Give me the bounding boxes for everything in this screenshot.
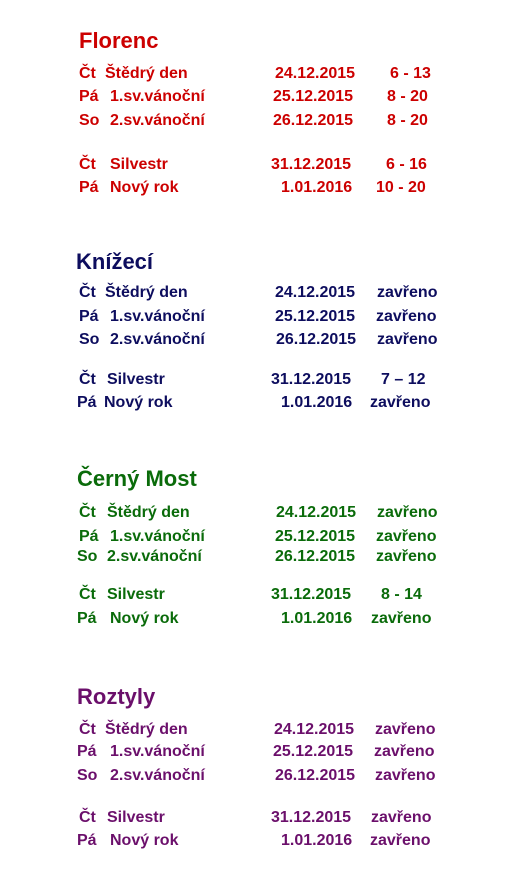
day-abbr: So <box>77 548 98 565</box>
holiday-name: Silvestr <box>110 156 168 173</box>
day-abbr: Pá <box>79 88 99 105</box>
date: 25.12.2015 <box>273 743 354 760</box>
opening-hours: zavřeno <box>375 767 436 784</box>
section-title: Florenc <box>79 28 159 53</box>
day-abbr: Čt <box>79 504 96 521</box>
date: 31.12.2015 <box>271 809 352 826</box>
opening-hours: zavřeno <box>377 331 438 348</box>
holiday-name: Štědrý den <box>105 721 188 738</box>
day-abbr: Pá <box>77 743 97 760</box>
day-abbr: Pá <box>77 832 97 849</box>
day-abbr: Pá <box>77 394 97 411</box>
holiday-name: Štědrý den <box>105 284 188 301</box>
opening-hours: 8 - 20 <box>387 88 428 105</box>
date: 24.12.2015 <box>274 721 355 738</box>
schedule-row <box>0 585 516 605</box>
opening-hours: 10 - 20 <box>376 179 426 196</box>
schedule-row <box>0 330 516 350</box>
day-abbr: Čt <box>79 809 96 826</box>
day-abbr: Čt <box>79 721 96 738</box>
schedule-row <box>0 87 516 107</box>
schedule-row <box>0 527 516 547</box>
day-abbr: So <box>79 331 100 348</box>
schedule-row <box>0 766 516 786</box>
schedule-row <box>0 547 516 567</box>
date: 24.12.2015 <box>275 284 356 301</box>
day-abbr: So <box>77 767 98 784</box>
schedule-row <box>0 503 516 523</box>
day-abbr: Pá <box>79 308 99 325</box>
holiday-name: Silvestr <box>107 586 165 603</box>
schedule-row <box>0 64 516 84</box>
date: 26.12.2015 <box>276 331 357 348</box>
holiday-name: 1.sv.vánoční <box>110 308 205 325</box>
schedule-row <box>0 808 516 828</box>
date: 1.01.2016 <box>281 610 353 627</box>
day-abbr: Pá <box>79 528 99 545</box>
opening-hours: zavřeno <box>370 394 431 411</box>
holiday-name: Nový rok <box>110 610 179 627</box>
section-title: Knížecí <box>76 249 154 274</box>
date: 1.01.2016 <box>281 179 353 196</box>
holiday-name: 2.sv.vánoční <box>110 112 205 129</box>
schedule-row <box>0 609 516 629</box>
schedule-row <box>0 178 516 198</box>
holiday-name: 1.sv.vánoční <box>110 743 205 760</box>
schedule-row <box>0 155 516 175</box>
opening-hours: zavřeno <box>377 284 438 301</box>
date: 26.12.2015 <box>273 112 354 129</box>
opening-hours: zavřeno <box>371 610 432 627</box>
date: 31.12.2015 <box>271 156 352 173</box>
date: 26.12.2015 <box>275 767 356 784</box>
holiday-name: Nový rok <box>110 179 179 196</box>
schedule-row <box>0 742 516 762</box>
schedule-row <box>0 307 516 327</box>
day-abbr: So <box>79 112 100 129</box>
day-abbr: Čt <box>79 371 96 388</box>
opening-hours: 7 – 12 <box>381 371 426 388</box>
opening-hours: zavřeno <box>374 743 435 760</box>
opening-hours: zavřeno <box>371 809 432 826</box>
section-title: Černý Most <box>77 466 197 491</box>
opening-hours: 6 - 16 <box>386 156 427 173</box>
section-title: Roztyly <box>77 684 156 709</box>
date: 25.12.2015 <box>273 88 354 105</box>
schedule-row <box>0 831 516 851</box>
opening-hours: 6 - 13 <box>390 65 431 82</box>
date: 31.12.2015 <box>271 371 352 388</box>
opening-hours: zavřeno <box>376 548 437 565</box>
opening-hours: zavřeno <box>375 721 436 738</box>
day-abbr: Čt <box>79 586 96 603</box>
schedule-row <box>0 111 516 131</box>
schedule-row <box>0 283 516 303</box>
holiday-name: 2.sv.vánoční <box>110 767 205 784</box>
holiday-name: Štědrý den <box>107 504 190 521</box>
day-abbr: Pá <box>79 179 99 196</box>
holiday-name: Silvestr <box>107 809 165 826</box>
day-abbr: Čt <box>79 156 96 173</box>
day-abbr: Čt <box>79 65 96 82</box>
opening-hours: zavřeno <box>376 528 437 545</box>
date: 26.12.2015 <box>275 548 356 565</box>
date: 25.12.2015 <box>275 528 356 545</box>
date: 1.01.2016 <box>281 394 353 411</box>
opening-hours: zavřeno <box>370 832 431 849</box>
holiday-name: 1.sv.vánoční <box>110 528 205 545</box>
holiday-name: 2.sv.vánoční <box>107 548 202 565</box>
opening-hours: zavřeno <box>376 308 437 325</box>
holiday-name: 1.sv.vánoční <box>110 88 205 105</box>
schedule-row <box>0 370 516 390</box>
date: 25.12.2015 <box>275 308 356 325</box>
schedule-row <box>0 720 516 740</box>
holiday-name: Nový rok <box>104 394 173 411</box>
date: 24.12.2015 <box>276 504 357 521</box>
date: 24.12.2015 <box>275 65 356 82</box>
holiday-name: 2.sv.vánoční <box>110 331 205 348</box>
holiday-name: Silvestr <box>107 371 165 388</box>
opening-hours: 8 - 14 <box>381 586 422 603</box>
date: 1.01.2016 <box>281 832 353 849</box>
holiday-name: Nový rok <box>110 832 179 849</box>
opening-hours: zavřeno <box>377 504 438 521</box>
day-abbr: Čt <box>79 284 96 301</box>
day-abbr: Pá <box>77 610 97 627</box>
opening-hours: 8 - 20 <box>387 112 428 129</box>
schedule-row <box>0 393 516 413</box>
date: 31.12.2015 <box>271 586 352 603</box>
holiday-name: Štědrý den <box>105 65 188 82</box>
